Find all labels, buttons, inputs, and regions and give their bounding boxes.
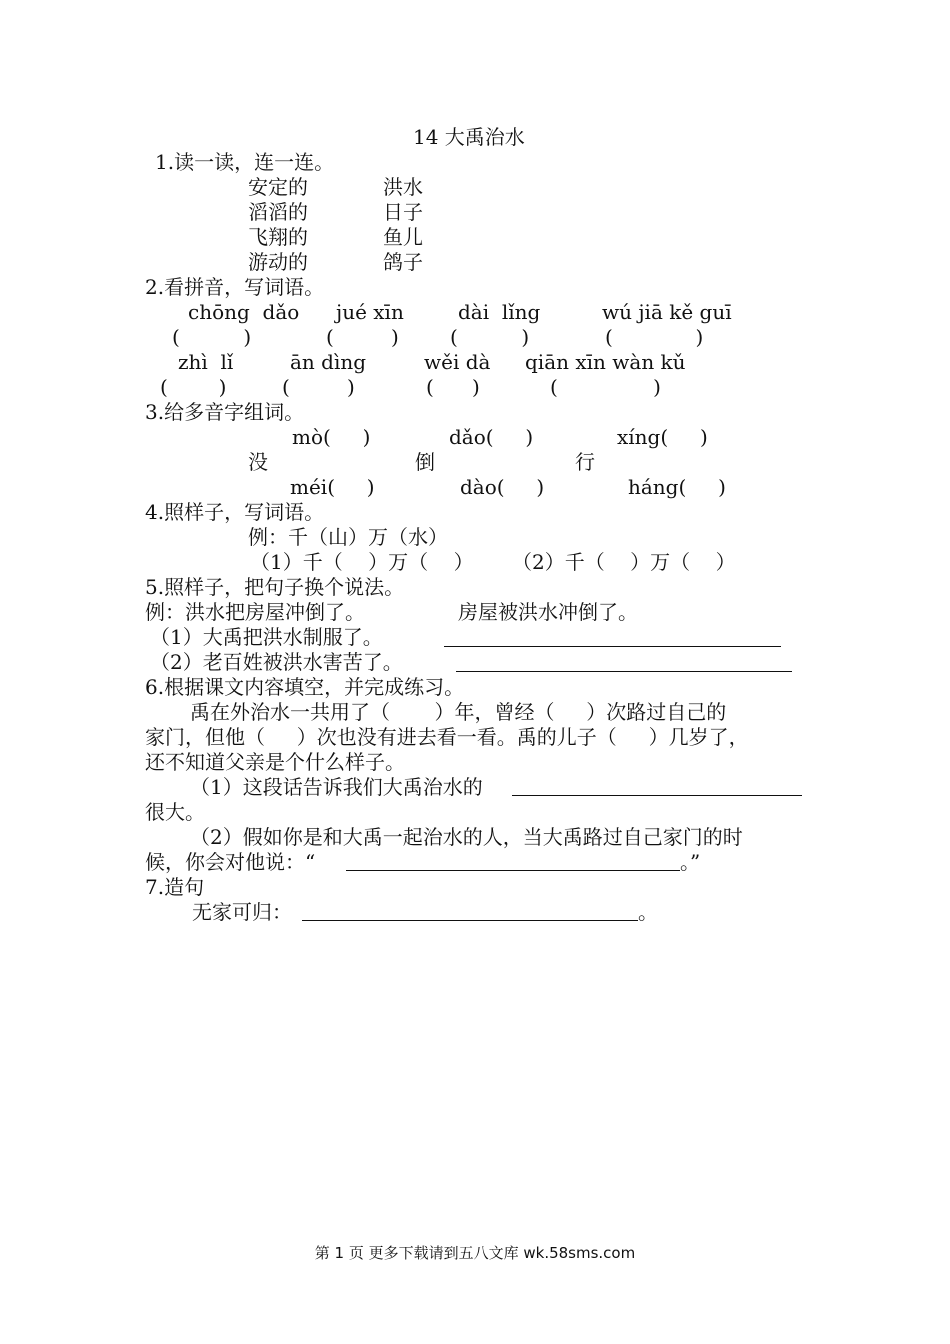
q6-paragraph-line-3: 还不知道父亲是个什么样子。 [145, 750, 405, 774]
q2-pinyin-2: jué xīn [336, 300, 404, 324]
q6-sub2-text: （2）假如你是和大禹一起治水的人，当大禹路过自己家门的时 [190, 825, 743, 849]
q6-sub2-answer-line[interactable] [346, 870, 680, 871]
q2-blank-3: ( ) [450, 325, 530, 349]
q6-sub1-answer-line[interactable] [512, 795, 802, 796]
q3-bottom-2: dào( ) [460, 475, 545, 499]
q5-answer-line-1[interactable] [444, 646, 781, 647]
q6-paragraph-line-1: 禹在外治水一共用了（ ）年，曾经（ ）次路过自己的 [190, 700, 727, 724]
q3-heading: 3.给多音字组词。 [145, 400, 305, 424]
q6-paragraph-line-2: 家门，但他（ ）次也没有进去看一看。禹的儿子（ ）几岁了， [145, 725, 749, 749]
q5-answer-line-2[interactable] [456, 671, 792, 672]
q2-pinyin-7: wěi dà [424, 350, 491, 374]
q3-char-3: 行 [575, 450, 595, 474]
q7-prompt: 无家可归： [192, 900, 292, 924]
q5-item-1: （1）大禹把洪水制服了。 [150, 625, 383, 649]
q3-bottom-1: méi( ) [290, 475, 375, 499]
page-footer: 第 1 页 更多下载请到五八文库 wk.58sms.com [314, 1244, 636, 1262]
q1-right-4: 鸽子 [383, 250, 423, 274]
q2-blank-7: ( ) [426, 375, 480, 399]
page-title: 14 大禹治水 [413, 125, 525, 149]
q2-blank-1: ( ) [172, 325, 252, 349]
q4-heading: 4.照样子，写词语。 [145, 500, 325, 524]
q2-pinyin-5: zhì lǐ [178, 350, 234, 374]
q2-heading: 2.看拼音，写词语。 [145, 275, 325, 299]
q7-end: 。 [638, 900, 658, 924]
q3-top-2: dǎo( ) [449, 425, 534, 449]
q4-item-2: （2）千（ ）万（ ） [512, 550, 736, 574]
q2-pinyin-1: chōng dǎo [188, 300, 300, 324]
q4-example: 例：千（山）万（水） [248, 525, 448, 549]
q1-left-3: 飞翔的 [248, 225, 308, 249]
q3-bottom-3: háng( ) [628, 475, 726, 499]
q4-item-1: （1）千（ ）万（ ） [250, 550, 474, 574]
q2-pinyin-4: wú jiā kě guī [602, 300, 732, 324]
q6-sub2-end: 。” [680, 850, 701, 874]
q5-item-2: （2）老百姓被洪水害苦了。 [150, 650, 403, 674]
q3-top-1: mò( ) [292, 425, 371, 449]
q1-left-1: 安定的 [248, 175, 308, 199]
q2-blank-4: ( ) [605, 325, 704, 349]
q5-example-a: 例：洪水把房屋冲倒了。 [145, 600, 365, 624]
q2-pinyin-6: ān dìng [290, 350, 367, 374]
q7-heading: 7.造句 [145, 875, 205, 899]
q6-heading: 6.根据课文内容填空，并完成练习。 [145, 675, 465, 699]
q2-pinyin-8: qiān xīn wàn kǔ [525, 350, 686, 374]
q1-right-1: 洪水 [383, 175, 423, 199]
q1-left-4: 游动的 [248, 250, 308, 274]
q6-sub1-text: （1）这段话告诉我们大禹治水的 [190, 775, 483, 799]
q3-char-2: 倒 [415, 450, 435, 474]
q6-sub2-start: 候，你会对他说：“ [145, 850, 316, 874]
q5-heading: 5.照样子，把句子换个说法。 [145, 575, 405, 599]
q2-blank-2: ( ) [326, 325, 399, 349]
q5-example-b: 房屋被洪水冲倒了。 [458, 600, 638, 624]
q1-right-2: 日子 [383, 200, 423, 224]
q1-left-2: 滔滔的 [248, 200, 308, 224]
q3-char-1: 没 [248, 450, 268, 474]
q1-heading: 1.读一读，连一连。 [155, 150, 335, 174]
q2-blank-8: ( ) [550, 375, 661, 399]
q1-right-3: 鱼儿 [383, 225, 423, 249]
q2-pinyin-3: dài lǐng [458, 300, 541, 324]
q7-answer-line[interactable] [302, 920, 638, 921]
q2-blank-6: ( ) [282, 375, 355, 399]
q6-sub1-tail: 很大。 [145, 800, 205, 824]
q2-blank-5: ( ) [160, 375, 227, 399]
q3-top-3: xíng( ) [617, 425, 708, 449]
